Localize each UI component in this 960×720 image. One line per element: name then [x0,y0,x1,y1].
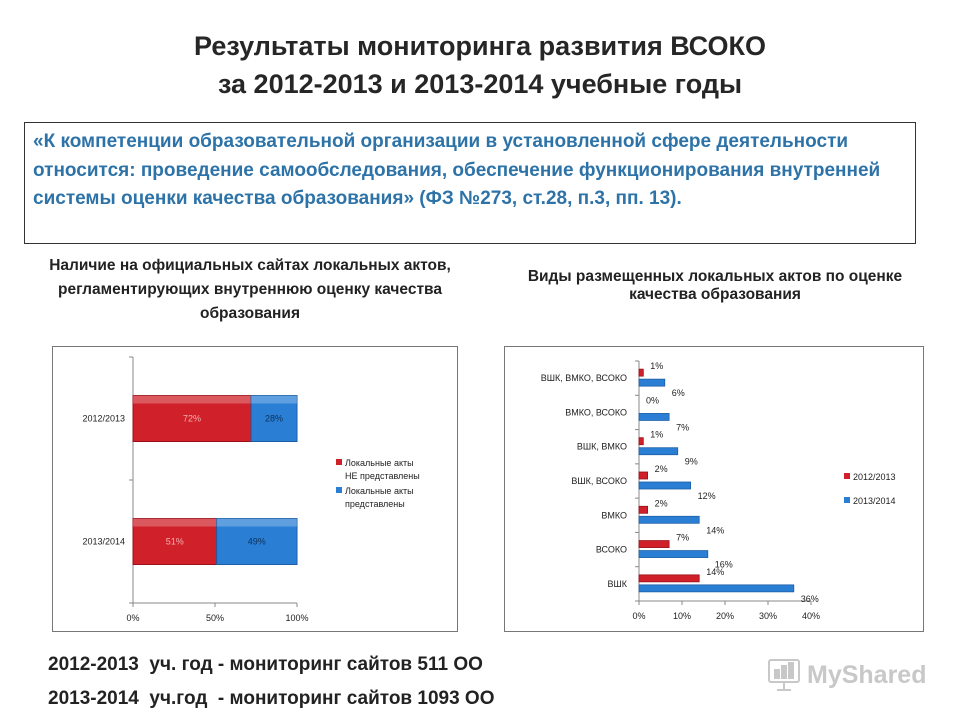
presentation-icon [769,660,799,690]
bar [639,413,669,420]
legend-label: 2012/2013 [853,472,896,482]
data-label: 7% [676,532,690,543]
chart1-frame [52,346,458,632]
bar-highlight [251,396,297,404]
watermark-logo [765,652,935,696]
legend-label: НЕ представлены [345,471,420,481]
page-title-line2: за 2012-2013 и 2013-2014 учебные годы [217,69,743,99]
watermark-text: MyShared [807,661,927,689]
category-label: ВШК [607,578,627,589]
legend-label: представлены [345,499,405,509]
chart2-svg [505,347,923,631]
data-label: 16% [714,559,733,570]
x-tick-label: 10% [672,611,692,621]
category-label: ВШК, ВМКО [576,441,627,452]
bar-highlight [217,519,297,527]
bar [639,438,643,445]
data-label: 14% [706,525,725,536]
bar [639,551,708,558]
category-label: 2012/2013 [82,413,125,424]
x-tick-label: 100% [285,613,309,623]
data-label: 0% [646,395,660,406]
category-label: ВМКО [601,510,627,521]
data-label: 36% [800,593,819,604]
legend-swatch [336,487,342,493]
bar [639,369,643,376]
data-label: 2% [654,498,668,509]
x-tick-label: 20% [715,611,735,621]
data-label: 1% [650,429,664,440]
data-label: 72% [183,413,202,424]
data-label: 28% [265,413,284,424]
category-label: ВШК, ВМКО, ВСОКО [540,373,627,384]
bar [639,506,648,513]
x-tick-label: 30% [758,611,778,621]
category-label: ВСОКО [595,544,627,555]
bar [639,379,665,386]
category-label: ВШК, ВСОКО [571,476,627,486]
legend-label: 2013/2014 [853,496,896,506]
bar [639,585,794,592]
x-tick-label: 50% [205,613,225,623]
category-label: ВМКО, ВСОКО [565,407,627,418]
data-label: 51% [165,536,184,547]
bar [639,448,678,455]
data-label: 2% [654,464,668,474]
page-title-line1: Результаты мониторинга развития ВСОКО [193,31,766,61]
footer-line1: 2012-2013 уч. год - мониторинг сайтов 511 ОО [48,654,483,675]
footer-line2: 2013-2014 уч.год - мониторинг сайтов 1093 ОО [48,688,495,709]
data-label: 9% [684,456,698,467]
law-quote: «К компетенции образовательной организации в установленной сфере деятельности относится: проведение самообследования, обеспечение функционирования внутренней системы оценки качества образования» (ФЗ №273, ст.28, п.3, пп. 13). [24,122,916,244]
data-label: 49% [247,536,266,547]
legend-swatch [844,497,850,503]
bar [639,516,699,523]
bar-highlight [133,396,251,404]
data-label: 7% [676,422,690,433]
legend-swatch [336,459,342,465]
data-label: 6% [671,388,685,399]
x-tick-label: 40% [801,611,821,621]
bar [639,482,691,489]
chart2-caption: Виды размещенных локальных актов по оценке качества образования [527,268,903,303]
chart2-frame [504,346,924,632]
legend-label: Локальные акты [345,458,414,468]
x-tick-label: 0% [126,613,140,623]
bar [639,575,699,582]
legend-swatch [844,473,850,479]
data-label: 12% [697,491,716,501]
data-label: 14% [706,566,725,577]
x-tick-label: 0% [632,611,646,621]
legend-label: Локальные акты [345,486,414,496]
bar [639,541,669,548]
category-label: 2013/2014 [82,536,125,547]
chart1-svg [53,347,457,631]
bar-highlight [133,519,217,527]
chart1-caption: Наличие на официальных сайтах локальных актов, регламентирующих внутреннюю оценку качества образования [49,257,451,322]
bar [639,472,648,479]
data-label: 1% [650,361,664,372]
